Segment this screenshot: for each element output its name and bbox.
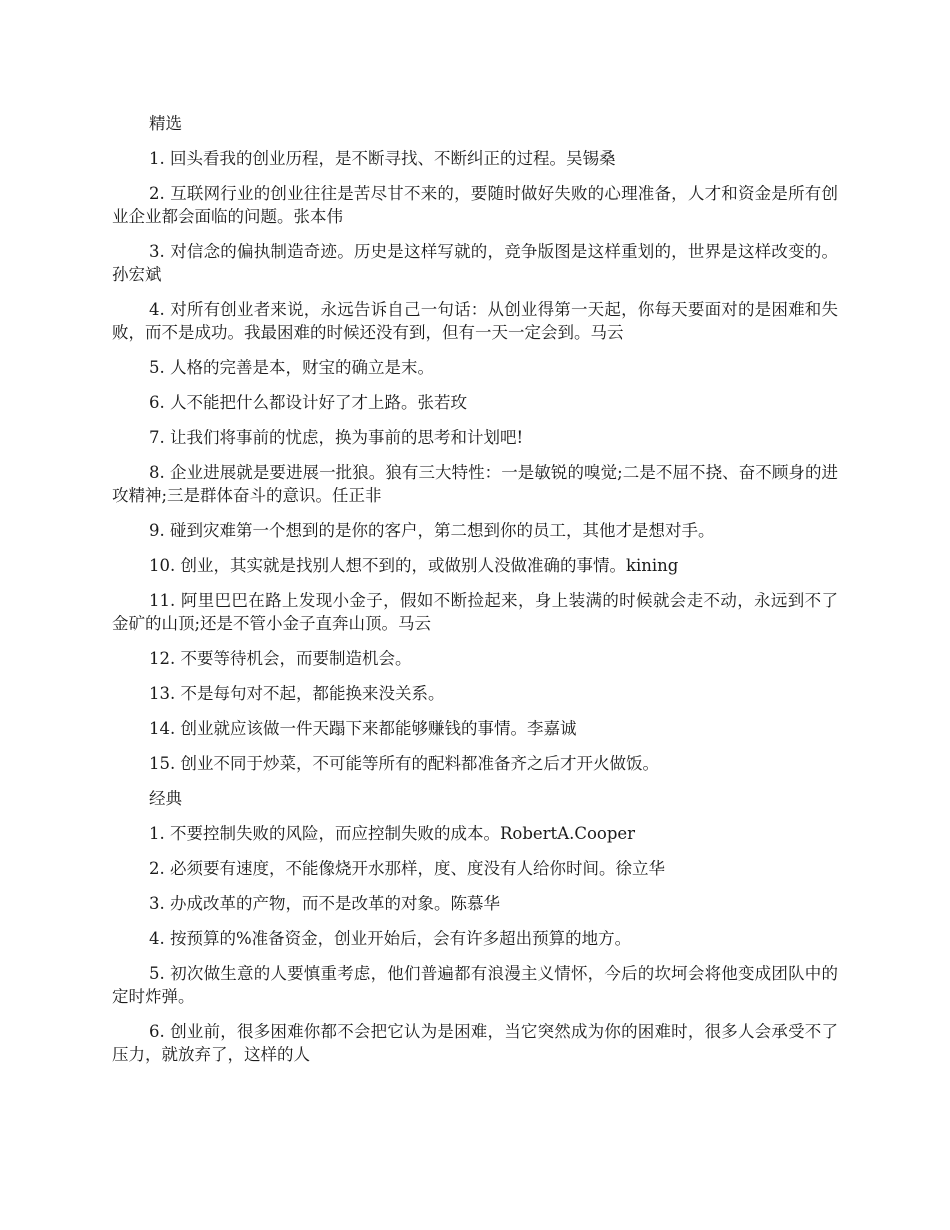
quote-paragraph: 3. 办成改革的产物，而不是改革的对象。陈慕华 xyxy=(149,894,500,913)
quote-list xyxy=(112,822,838,1066)
section-heading: 经典 xyxy=(149,789,182,808)
quote-paragraph: 2. 互联网行业的创业往往是苦尽甘不来的，要随时做好失败的心理准备，人才和资金是所有创业企业都会面临的问题。张本伟 xyxy=(112,184,838,226)
quote-paragraph: 6. 创业前，很多困难你都不会把它认为是困难，当它突然成为你的困难时，很多人会承受不了压力，就放弃了，这样的人 xyxy=(112,1022,838,1064)
quote-paragraph: 7. 让我们将事前的忧虑，换为事前的思考和计划吧! xyxy=(149,428,524,447)
quote-paragraph: 8. 企业进展就是要进展一批狼。狼有三大特性：一是敏锐的嗅觉;二是不屈不挠、奋不顾身的进攻精神;三是群体奋斗的意识。任正非 xyxy=(112,463,838,505)
quote-paragraph: 4. 按预算的%准备资金，创业开始后，会有许多超出预算的地方。 xyxy=(149,929,632,948)
quote-paragraph: 15. 创业不同于炒菜，不可能等所有的配料都准备齐之后才开火做饭。 xyxy=(149,754,659,773)
section-jingxuan xyxy=(112,112,838,775)
quote-paragraph: 10. 创业，其实就是找别人想不到的，或做别人没做准确的事情。kining xyxy=(149,556,679,575)
quote-paragraph: 1. 不要控制失败的风险，而应控制失败的成本。RobertA.Cooper xyxy=(149,824,636,843)
quote-paragraph: 2. 必须要有速度，不能像烧开水那样，度、度没有人给你时间。徐立华 xyxy=(149,859,665,878)
quote-paragraph: 12. 不要等待机会，而要制造机会。 xyxy=(149,649,412,668)
section-jingdian xyxy=(112,787,838,1066)
quote-paragraph: 5. 人格的完善是本，财宝的确立是末。 xyxy=(149,358,434,377)
quote-paragraph: 1. 回头看我的创业历程，是不断寻找、不断纠正的过程。吴锡桑 xyxy=(149,149,616,168)
quote-paragraph: 13. 不是每句对不起，都能换来没关系。 xyxy=(149,684,445,703)
quote-paragraph: 4. 对所有创业者来说，永远告诉自己一句话：从创业得第一天起，你每天要面对的是困难和失败，而不是成功。我最困难的时候还没有到，但有一天一定会到。马云 xyxy=(112,300,838,342)
section-heading: 精选 xyxy=(149,114,182,133)
quote-list xyxy=(112,147,838,775)
quote-paragraph: 14. 创业就应该做一件天蹋下来都能够赚钱的事情。李嘉诚 xyxy=(149,719,577,738)
quote-paragraph: 6. 人不能把什么都设计好了才上路。张若玫 xyxy=(149,393,467,412)
quote-paragraph: 11. 阿里巴巴在路上发现小金子，假如不断捡起来，身上装满的时候就会走不动，永远到不了金矿的山顶;还是不管小金子直奔山顶。马云 xyxy=(112,591,838,633)
document-page xyxy=(112,112,838,1078)
quote-paragraph: 5. 初次做生意的人要慎重考虑，他们普遍都有浪漫主义情怀，今后的坎坷会将他变成团队中的定时炸弹。 xyxy=(112,964,838,1006)
quote-paragraph: 9. 碰到灾难第一个想到的是你的客户，第二想到你的员工，其他才是想对手。 xyxy=(149,521,715,540)
quote-paragraph: 3. 对信念的偏执制造奇迹。历史是这样写就的，竞争版图是这样重划的，世界是这样改变的。孙宏斌 xyxy=(112,242,838,284)
